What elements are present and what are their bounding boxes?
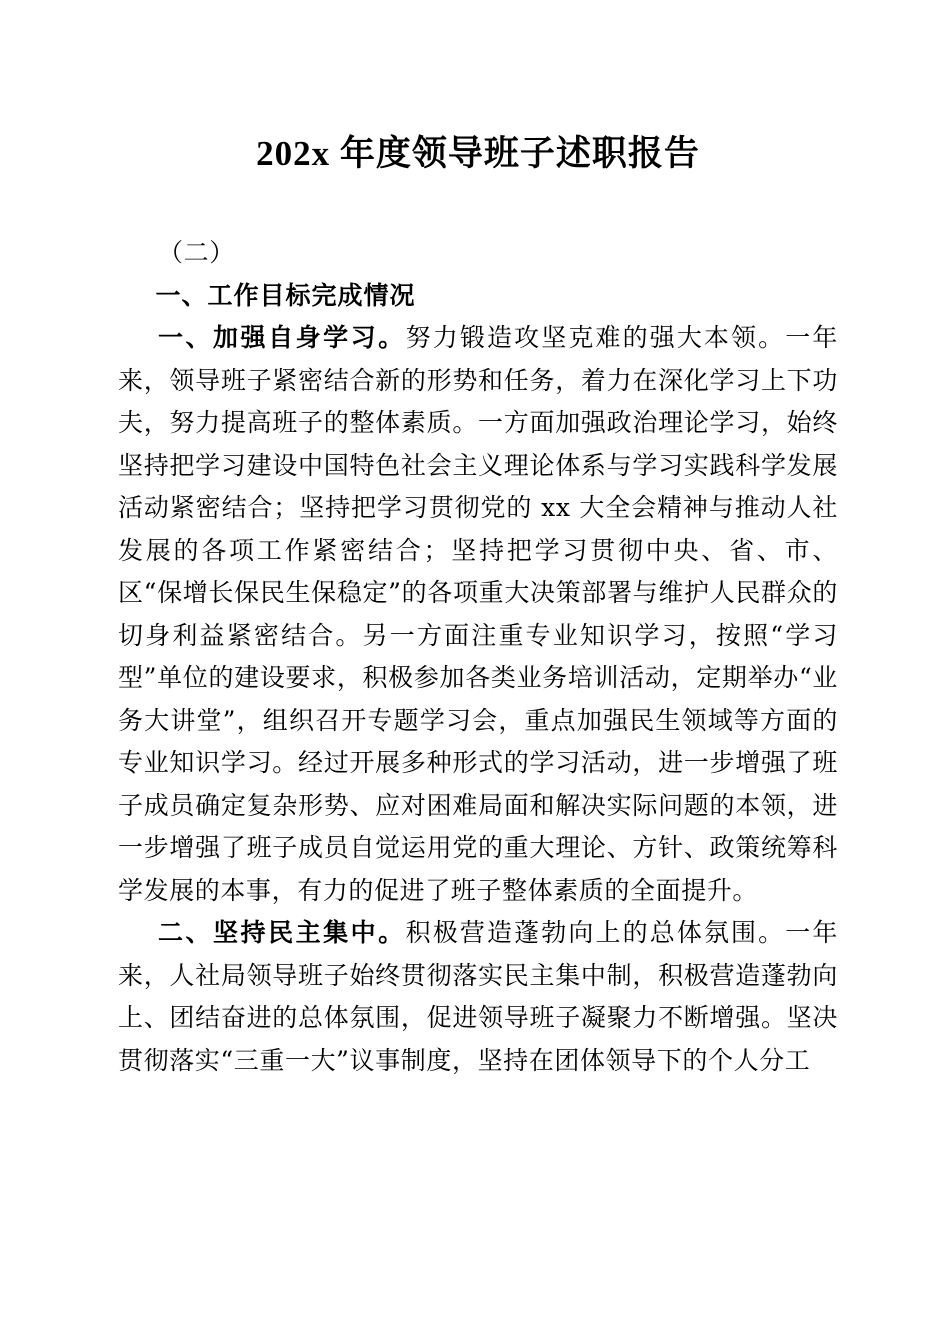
paragraph-text: 努力锻造攻坚克难的强大本领。一年来，领导班子紧密结合新的形势和任务，着力在深化学习上下功夫，努力提高班子的整体素质。一方面加强政治理论学习，始终坚持把学习建设中国特色社会主义理论体系与学习实践科学发展活动紧密结合；坚持把学习贯彻党的 xx 大全会精神与推动人社发展的各项工作紧密结合；坚持把学习贯彻中央、省、市、区“保增长保民生保稳定”的各项重大决策部署与维护人民群众的切身利益紧密结合。另一方面注重专业知识学习，按照“学习型”单位的建设要求，积极参加各类业务培训活动，定期举办“业务大讲堂”，组织召开专题学习会，重点加强民生领域等方面的专业知识学习。经过开展多种形式的学习活动，进一步增强了班子成员确定复杂形势、应对困难局面和解决实际问题的本领，进一步增强了班子成员自觉运用党的重大理论、方针、政策统筹科学发展的本事，有力的促进了班子整体素质的全面提升。 (118, 323, 838, 905)
paragraph-text: 积极营造蓬勃向上的总体氛围。一年来，人社局领导班子始终贯彻落实民主集中制，积极营造蓬勃向上、团结奋进的总体氛围，促进领导班子凝聚力不断增强。坚决贯彻落实“三重一大”议事制度，坚持在团体领导下的个人分工 (118, 918, 838, 1075)
paragraph-lead: 二、坚持民主集中。 (158, 918, 406, 947)
paragraph (118, 317, 838, 912)
document-title: 202x 年度领导班子述职报告 (256, 134, 700, 173)
paragraph-lead: 一、加强自身学习。 (158, 323, 406, 352)
paragraph (118, 912, 838, 1082)
section-label: （二） (158, 238, 235, 267)
document-body (118, 232, 838, 1082)
section-heading: 一、工作目标完成情况 (155, 280, 416, 310)
